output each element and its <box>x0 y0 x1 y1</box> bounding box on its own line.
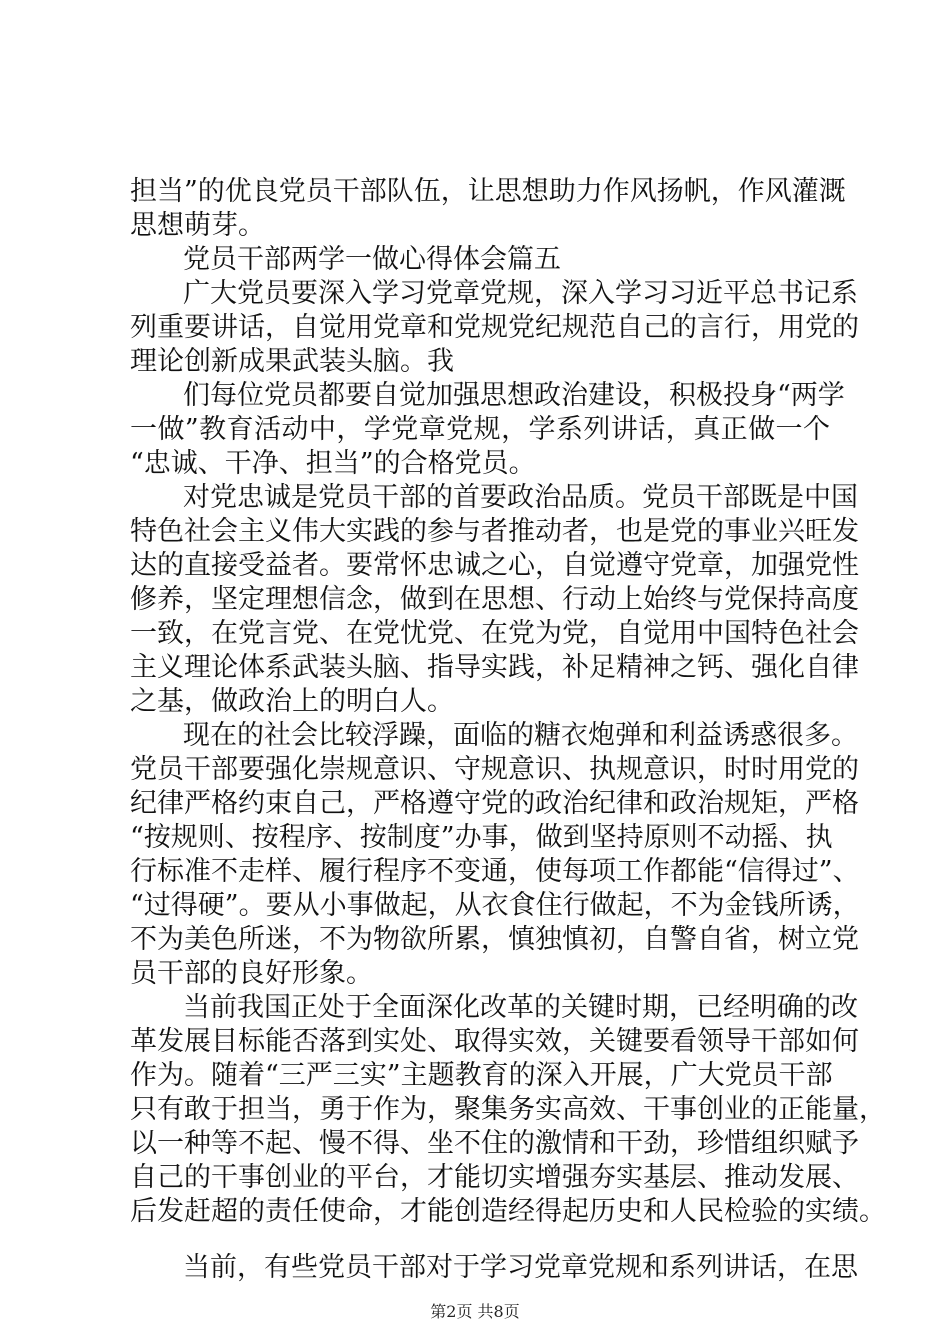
body-text-line: 纪律严格约束自己，严格遵守党的政治纪律和政治规矩，严格 <box>130 788 859 819</box>
body-text-line: 广大党员要深入学习党章党规，深入学习习近平总书记系 <box>183 278 858 309</box>
body-text-line: 党员干部要强化崇规意识、守规意识、执规意识，时时用党的 <box>130 754 859 785</box>
body-text-line: 一做”教育活动中，学党章党规，学系列讲话，真正做一个 <box>130 414 830 445</box>
body-text-line: 思想萌芽。 <box>130 210 265 241</box>
body-text-line: 达的直接受益者。要常怀忠诚之心，自觉遵守党章，加强党性 <box>130 550 859 581</box>
body-text-line: 后发赶超的责任使命，才能创造经得起历史和人民检验的实绩。 <box>130 1196 886 1227</box>
body-text-line: 修养，坚定理想信念，做到在思想、行动上始终与党保持高度 <box>130 584 859 615</box>
body-text-line: 只有敢于担当，勇于作为，聚集务实高效、干事创业的正能量， <box>130 1094 886 1125</box>
body-text-line: 不为美色所迷，不为物欲所累，慎独慎初，自警自省，树立党 <box>130 924 859 955</box>
body-text-line: 员干部的良好形象。 <box>130 958 373 989</box>
body-text-line: “忠诚、干净、担当”的合格党员。 <box>130 448 536 479</box>
body-text-line: 主义理论体系武装头脑、指导实践，补足精神之钙、强化自律 <box>130 652 859 683</box>
body-text-line: 当前，有些党员干部对于学习党章党规和系列讲话，在思 <box>183 1252 858 1283</box>
body-text-line: 们每位党员都要自觉加强思想政治建设，积极投身“两学 <box>183 380 845 411</box>
body-text-line: 之基，做政治上的明白人。 <box>130 686 454 717</box>
body-text-line: 特色社会主义伟大实践的参与者推动者，也是党的事业兴旺发 <box>130 516 859 547</box>
body-text-line: 担当”的优良党员干部队伍，让思想助力作风扬帆，作风灌溉 <box>130 176 846 207</box>
body-text-line: 一致，在党言党、在党忧党、在党为党，自觉用中国特色社会 <box>130 618 859 649</box>
body-text-line: “按规则、按程序、按制度”办事，做到坚持原则不动摇、执 <box>130 822 833 853</box>
body-text-line: 理论创新成果武装头脑。我 <box>130 346 454 377</box>
body-text-line: 以一种等不起、慢不得、坐不住的激情和干劲，珍惜组织赋予 <box>130 1128 859 1159</box>
body-text-line: 列重要讲话，自觉用党章和党规党纪规范自己的言行，用党的 <box>130 312 859 343</box>
body-text-line: 作为。随着“三严三实”主题教育的深入开展，广大党员干部 <box>130 1060 833 1091</box>
body-text-line: 当前我国正处于全面深化改革的关键时期，已经明确的改 <box>183 992 858 1023</box>
body-text-line: 对党忠诚是党员干部的首要政治品质。党员干部既是中国 <box>183 482 858 513</box>
body-text-line: 自己的干事创业的平台，才能切实增强夯实基层、推动发展、 <box>130 1162 859 1193</box>
body-text-line: 现在的社会比较浮躁，面临的糖衣炮弹和利益诱惑很多。 <box>183 720 858 751</box>
body-text-line: 革发展目标能否落到实处、取得实效，关键要看领导干部如何 <box>130 1026 859 1057</box>
body-text-line: 行标准不走样、履行程序不变通，使每项工作都能“信得过”、 <box>130 856 860 887</box>
page-number-footer: 第2页 共8页 <box>430 1302 520 1321</box>
body-text-line: “过得硬”。要从小事做起，从衣食住行做起，不为金钱所诱， <box>130 890 860 921</box>
section-heading: 党员干部两学一做心得体会篇五 <box>183 244 561 275</box>
